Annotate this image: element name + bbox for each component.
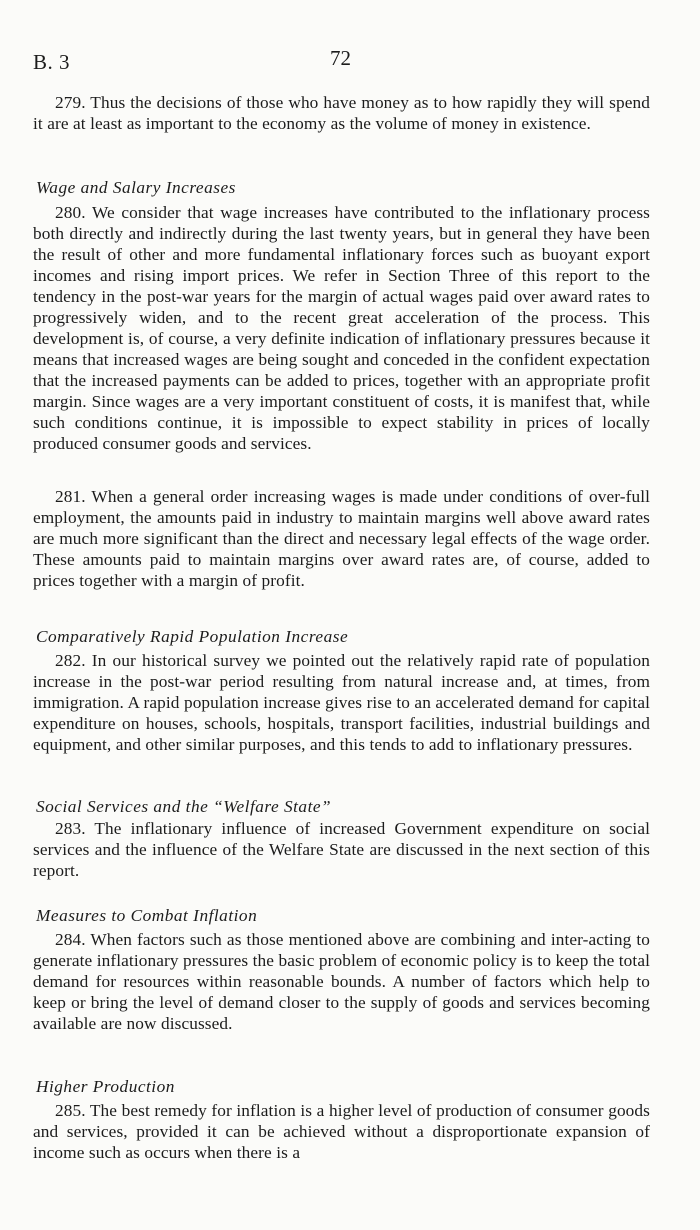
document-reference: B. 3 bbox=[33, 50, 71, 74]
paragraph-279 bbox=[33, 92, 650, 134]
paragraph-281-text: 281. When a general order increasing wages is made under conditions of over-full employment, the amounts paid in industry to maintain margins well above award rates are much more significant than the direct and necessary legal effects of the wage order. These amounts paid to maintain margins over award rates are, of course, added to prices together with a margin of profit. bbox=[33, 487, 650, 590]
section-heading-higher-production: Higher Production bbox=[36, 1077, 175, 1096]
paragraph-285-text: 285. The best remedy for inflation is a higher level of production of consumer goods and services, provided it can be achieved without a disproportionate expansion of income such as occurs when there is a bbox=[33, 1101, 650, 1162]
section-heading-wage-salary: Wage and Salary Increases bbox=[36, 178, 236, 197]
paragraph-284 bbox=[33, 929, 650, 1034]
paragraph-283-text: 283. The inflationary influence of increased Government expenditure on social services and the influence of the Welfare State are discussed in the next section of this report. bbox=[33, 819, 650, 880]
paragraph-283 bbox=[33, 818, 650, 881]
paragraph-284-text: 284. When factors such as those mentioned above are combining and inter-acting to generate inflationary pressures the basic problem of economic policy is to keep the total demand for resources within reasonable bounds. A number of factors which help to keep or bring the level of demand closer to the supply of goods and services becoming available are now discussed. bbox=[33, 930, 650, 1033]
paragraph-282 bbox=[33, 650, 650, 755]
paragraph-280-text: 280. We consider that wage increases have contributed to the inflationary process both directly and indirectly during the last twenty years, but in general they have been the result of other and more fundamental inflationary forces such as buoyant export incomes and rising import prices. We refer in Section Three of this report to the tendency in the post-war years for the margin of actual wages paid over award rates to progressively widen, and to the recent great acceleration of the process. This development is, of course, a very definite indication of inflationary pressures because it means that increased wages are being sought and conceded in the confident expectation that the increased payments can be added to prices, together with an appropriate profit margin. Since wages are a very important constituent of costs, it is manifest that, while such conditions continue, it is impossible to expect stability in prices of locally produced consumer goods and services. bbox=[33, 203, 650, 453]
paragraph-280 bbox=[33, 202, 650, 454]
section-heading-population: Comparatively Rapid Population Increase bbox=[36, 627, 349, 646]
page-number: 72 bbox=[330, 46, 351, 70]
paragraph-282-text: 282. In our historical survey we pointed out the relatively rapid rate of population increase in the post-war period resulting from natural increase and, at times, from immigration. A rapid population increase gives rise to an accelerated demand for capital expenditure on houses, schools, hospitals, transport facilities, industrial buildings and equipment, and other similar purposes, and this tends to add to inflationary pressures. bbox=[33, 651, 650, 754]
paragraph-285 bbox=[33, 1100, 650, 1163]
section-heading-welfare-state: Social Services and the “Welfare State” bbox=[36, 797, 332, 816]
paragraph-281 bbox=[33, 486, 650, 591]
paragraph-279-text: 279. Thus the decisions of those who have money as to how rapidly they will spend it are at least as important to the economy as the volume of money in existence. bbox=[33, 93, 650, 133]
section-heading-measures: Measures to Combat Inflation bbox=[36, 906, 258, 925]
